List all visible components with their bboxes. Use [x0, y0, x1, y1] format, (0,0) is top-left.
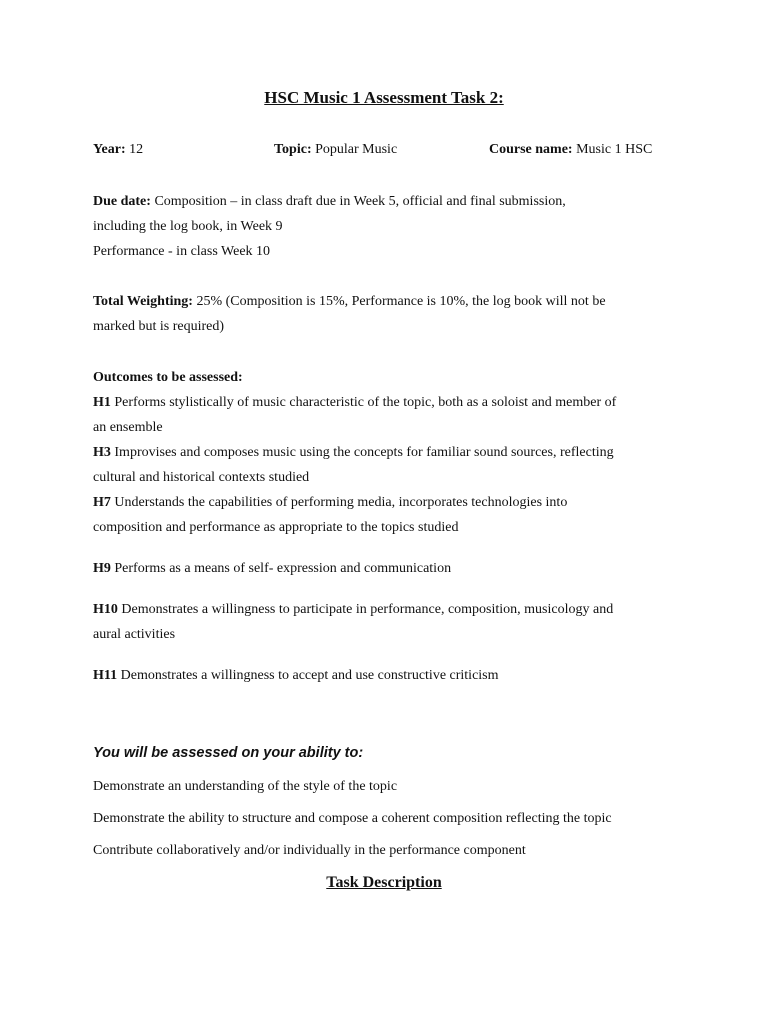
- outcome-code-h10: H10: [93, 602, 118, 617]
- due-date-line3: Performance - in class Week 10: [93, 244, 271, 259]
- outcome-h3-line1: Improvises and composes music using the concepts for familiar sound sources, reflecting: [114, 445, 614, 460]
- assessed-item-2: Demonstrate the ability to structure and compose a coherent composition reflecting the topic: [93, 811, 612, 826]
- outcome-h7-line2: composition and performance as appropriate to the topics studied: [93, 520, 459, 535]
- weighting-section: [93, 289, 683, 339]
- due-date-line1: Composition – in class draft due in Week 5, official and final submission,: [154, 194, 566, 209]
- outcome-code-h3: H3: [93, 445, 111, 460]
- outcome-h3-line2: cultural and historical contexts studied: [93, 470, 310, 485]
- weighting-line1: 25% (Composition is 15%, Performance is 10%, the log book will not be: [196, 294, 606, 309]
- weighting-label: Total Weighting:: [93, 294, 193, 309]
- year-value: 12: [129, 142, 144, 157]
- outcome-h1-line1: Performs stylistically of music characteristic of the topic, both as a soloist and member of: [114, 395, 617, 410]
- year-label: Year:: [93, 142, 126, 157]
- document-title: HSC Music 1 Assessment Task 2:: [264, 88, 504, 107]
- due-date-line2: including the log book, in Week 9: [93, 219, 283, 234]
- due-date-section: [93, 189, 683, 264]
- outcome-h10-line2: aural activities: [93, 627, 176, 642]
- meta-row: [93, 142, 693, 162]
- outcomes-heading: Outcomes to be assessed:: [93, 370, 243, 385]
- outcome-h9: [93, 556, 683, 581]
- assessed-item-1: Demonstrate an understanding of the style of the topic: [93, 779, 398, 794]
- outcome-h10-line1: Demonstrates a willingness to participate in performance, composition, musicology and: [121, 602, 614, 617]
- weighting-line2: marked but is required): [93, 319, 225, 334]
- topic-label: Topic:: [274, 142, 312, 157]
- course-label: Course name:: [489, 142, 573, 157]
- topic-value: Popular Music: [315, 142, 398, 157]
- outcome-h11-line1: Demonstrates a willingness to accept and use constructive criticism: [120, 668, 499, 683]
- outcome-code-h1: H1: [93, 395, 111, 410]
- outcome-h1-line2: an ensemble: [93, 420, 163, 435]
- course-field: [489, 142, 652, 158]
- outcome-h10: [93, 597, 683, 647]
- topic-field: [274, 142, 397, 158]
- outcome-code-h9: H9: [93, 561, 111, 576]
- outcome-h7-line1: Understands the capabilities of performing media, incorporates technologies into: [114, 495, 568, 510]
- outcome-h11: [93, 663, 683, 688]
- task-description-heading: Task Description: [326, 874, 442, 891]
- due-date-label: Due date:: [93, 194, 151, 209]
- outcomes-section: [93, 365, 683, 540]
- outcome-code-h7: H7: [93, 495, 111, 510]
- outcome-code-h11: H11: [93, 668, 118, 683]
- year-field: [93, 142, 143, 158]
- assessed-item-3: Contribute collaboratively and/or individually in the performance component: [93, 843, 526, 858]
- course-value: Music 1 HSC: [576, 142, 653, 157]
- outcome-h9-line1: Performs as a means of self- expression and communication: [114, 561, 452, 576]
- assessed-heading: You will be assessed on your ability to:: [93, 745, 364, 761]
